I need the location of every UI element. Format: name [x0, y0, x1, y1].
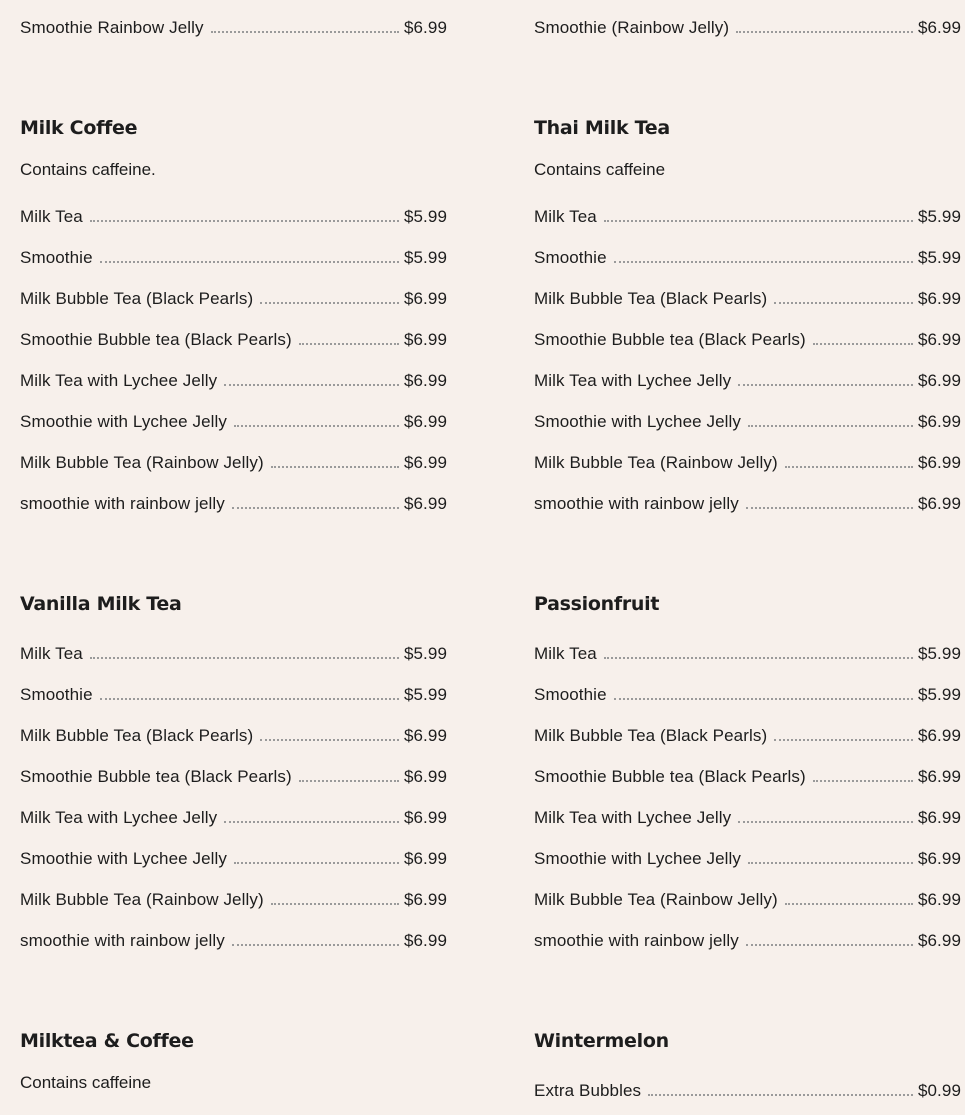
item-price: $6.99 — [917, 767, 961, 786]
dot-leader — [813, 343, 913, 345]
section-title-wintermelon: Wintermelon — [534, 1030, 669, 1052]
item-price: $6.99 — [917, 18, 961, 37]
dot-leader — [224, 384, 399, 386]
dot-leader — [748, 862, 913, 864]
dot-leader — [211, 31, 399, 33]
dot-leader — [736, 31, 913, 33]
menu-item — [20, 367, 447, 391]
item-price: $6.99 — [403, 371, 447, 390]
menu-item — [534, 681, 961, 705]
item-name: Milk Bubble Tea (Rainbow Jelly) — [534, 890, 778, 909]
dot-leader — [746, 944, 913, 946]
menu-item — [534, 449, 961, 473]
menu-item — [20, 640, 447, 664]
dot-leader — [260, 739, 399, 741]
dot-leader — [224, 821, 399, 823]
section-title-thai-milk-tea: Thai Milk Tea — [534, 117, 670, 139]
item-price: $5.99 — [403, 644, 447, 663]
menu-item — [534, 203, 961, 227]
item-name: Smoothie Bubble tea (Black Pearls) — [20, 330, 292, 349]
item-name: Smoothie — [20, 685, 93, 704]
dot-leader — [232, 507, 399, 509]
item-price: $0.99 — [917, 1081, 961, 1100]
item-price: $6.99 — [403, 931, 447, 950]
item-price: $6.99 — [403, 726, 447, 745]
item-price: $6.99 — [917, 808, 961, 827]
menu-item — [20, 927, 447, 951]
menu-item — [20, 681, 447, 705]
menu-item — [20, 722, 447, 746]
section-note: Contains caffeine. — [20, 160, 156, 179]
menu-item — [534, 804, 961, 828]
item-name: Milk Tea — [20, 207, 83, 226]
menu-item — [534, 367, 961, 391]
menu-item — [20, 804, 447, 828]
dot-leader — [100, 698, 399, 700]
dot-leader — [648, 1094, 913, 1096]
item-price: $6.99 — [403, 890, 447, 909]
menu-item — [534, 490, 961, 514]
menu-item — [534, 763, 961, 787]
dot-leader — [234, 862, 399, 864]
item-price: $5.99 — [917, 207, 961, 226]
item-name: Milk Bubble Tea (Black Pearls) — [20, 726, 254, 745]
item-name: smoothie with rainbow jelly — [534, 494, 739, 513]
menu-item — [20, 326, 447, 350]
item-price: $6.99 — [403, 767, 447, 786]
menu-item — [534, 326, 961, 350]
item-price: $6.99 — [403, 849, 447, 868]
item-name: Extra Bubbles — [534, 1081, 642, 1100]
item-name: Smoothie Rainbow Jelly — [20, 18, 204, 37]
dot-leader — [232, 944, 399, 946]
item-name: smoothie with rainbow jelly — [534, 931, 739, 950]
item-price: $6.99 — [917, 726, 961, 745]
menu-item — [20, 408, 447, 432]
item-price: $6.99 — [917, 849, 961, 868]
menu-item — [20, 845, 447, 869]
item-price: $6.99 — [917, 289, 961, 308]
item-name: Milk Tea with Lychee Jelly — [20, 808, 218, 827]
menu-item — [20, 244, 447, 268]
item-price: $6.99 — [917, 494, 961, 513]
menu-item — [534, 244, 961, 268]
dot-leader — [748, 425, 913, 427]
item-price: $6.99 — [917, 890, 961, 909]
item-price: $5.99 — [917, 248, 961, 267]
dot-leader — [785, 903, 913, 905]
item-name: Milk Tea with Lychee Jelly — [534, 371, 732, 390]
menu-item — [20, 763, 447, 787]
item-name: Milk Tea with Lychee Jelly — [534, 808, 732, 827]
dot-leader — [100, 261, 399, 263]
menu-item — [20, 490, 447, 514]
dot-leader — [813, 780, 913, 782]
dot-leader — [614, 698, 913, 700]
item-name: Smoothie Bubble tea (Black Pearls) — [20, 767, 292, 786]
menu-item — [534, 927, 961, 951]
dot-leader — [299, 780, 399, 782]
item-name: Milk Bubble Tea (Rainbow Jelly) — [20, 890, 264, 909]
dot-leader — [785, 466, 913, 468]
item-price: $5.99 — [403, 685, 447, 704]
item-name: Smoothie with Lychee Jelly — [20, 412, 228, 431]
item-name: Smoothie Bubble tea (Black Pearls) — [534, 767, 806, 786]
menu-item — [20, 886, 447, 910]
menu-item — [534, 285, 961, 309]
item-price: $6.99 — [403, 289, 447, 308]
menu-item — [534, 1077, 961, 1101]
item-name: Milk Bubble Tea (Black Pearls) — [534, 289, 768, 308]
menu-item — [534, 640, 961, 664]
dot-leader — [774, 739, 913, 741]
dot-leader — [260, 302, 399, 304]
item-name: smoothie with rainbow jelly — [20, 494, 225, 513]
dot-leader — [271, 466, 399, 468]
item-name: Smoothie — [20, 248, 93, 267]
item-price: $6.99 — [403, 18, 447, 37]
item-name: Milk Bubble Tea (Black Pearls) — [534, 726, 768, 745]
item-price: $5.99 — [403, 207, 447, 226]
item-name: Smoothie Bubble tea (Black Pearls) — [534, 330, 806, 349]
section-title-milk-coffee: Milk Coffee — [20, 117, 138, 139]
section-title-vanilla-milk-tea: Vanilla Milk Tea — [20, 593, 182, 615]
item-price: $5.99 — [403, 248, 447, 267]
menu-item — [20, 14, 447, 38]
menu-item — [20, 203, 447, 227]
item-name: Milk Bubble Tea (Rainbow Jelly) — [20, 453, 264, 472]
dot-leader — [271, 903, 399, 905]
item-price: $6.99 — [917, 931, 961, 950]
menu-item — [20, 449, 447, 473]
item-name: Milk Bubble Tea (Black Pearls) — [20, 289, 254, 308]
section-note: Contains caffeine — [20, 1073, 152, 1092]
item-name: Smoothie (Rainbow Jelly) — [534, 18, 730, 37]
item-name: Smoothie with Lychee Jelly — [534, 412, 742, 431]
item-price: $6.99 — [917, 453, 961, 472]
item-name: Milk Tea — [20, 644, 83, 663]
item-price: $6.99 — [917, 330, 961, 349]
item-name: Milk Tea — [534, 644, 597, 663]
item-name: Milk Tea — [534, 207, 597, 226]
dot-leader — [90, 657, 399, 659]
section-title-milktea-coffee: Milktea & Coffee — [20, 1030, 194, 1052]
dot-leader — [234, 425, 399, 427]
menu-item — [20, 285, 447, 309]
item-price: $6.99 — [403, 453, 447, 472]
item-price: $5.99 — [917, 644, 961, 663]
item-name: Smoothie — [534, 685, 607, 704]
section-title-passionfruit: Passionfruit — [534, 593, 660, 615]
menu-item — [534, 845, 961, 869]
item-price: $6.99 — [403, 494, 447, 513]
menu-item — [534, 722, 961, 746]
item-name: Smoothie with Lychee Jelly — [20, 849, 228, 868]
item-price: $6.99 — [403, 412, 447, 431]
menu-item — [534, 408, 961, 432]
item-name: Smoothie with Lychee Jelly — [534, 849, 742, 868]
dot-leader — [738, 821, 913, 823]
dot-leader — [604, 657, 913, 659]
item-price: $6.99 — [403, 808, 447, 827]
dot-leader — [614, 261, 913, 263]
dot-leader — [774, 302, 913, 304]
item-name: smoothie with rainbow jelly — [20, 931, 225, 950]
dot-leader — [604, 220, 913, 222]
dot-leader — [746, 507, 913, 509]
item-price: $6.99 — [917, 412, 961, 431]
item-name: Milk Tea with Lychee Jelly — [20, 371, 218, 390]
dot-leader — [738, 384, 913, 386]
menu-item — [534, 14, 961, 38]
item-name: Smoothie — [534, 248, 607, 267]
dot-leader — [299, 343, 399, 345]
item-price: $6.99 — [403, 330, 447, 349]
item-price: $6.99 — [917, 371, 961, 390]
menu-item — [534, 886, 961, 910]
item-price: $5.99 — [917, 685, 961, 704]
dot-leader — [90, 220, 399, 222]
item-name: Milk Bubble Tea (Rainbow Jelly) — [534, 453, 778, 472]
section-note: Contains caffeine — [534, 160, 666, 179]
